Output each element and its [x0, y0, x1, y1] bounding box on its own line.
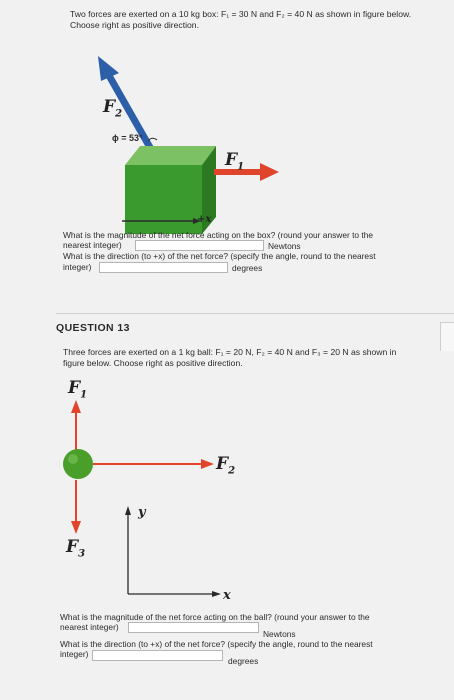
ball-f1-label: $F_1$	[68, 378, 88, 401]
question13-intro-line2: figure below. Choose right as positive direction.	[63, 358, 243, 368]
green-ball	[63, 449, 93, 479]
f1-arrow	[214, 163, 279, 181]
problem1-intro-line1: Two forces are exerted on a 10 kg box: F₁ = 30 N and F₂ = 40 N as shown in figure below.	[70, 9, 412, 19]
f1-label: $F_1$	[225, 150, 245, 173]
question13-magnitude-question-line2: nearest integer)	[60, 622, 119, 632]
question13-direction-question-line1: What is the direction (to +x) of the net force? (specify the angle, round to the nearest	[60, 639, 373, 649]
problem1-magnitude-question-line2: nearest integer)	[63, 240, 122, 250]
problem1-direction-unit: degrees	[232, 263, 263, 273]
problem1-direction-question-line2: integer)	[63, 262, 92, 272]
x-axis-label-2: x	[223, 588, 231, 603]
question13-magnitude-unit: Newtons	[263, 629, 296, 639]
side-tab	[440, 322, 454, 351]
question13-magnitude-question-line1: What is the magnitude of the net force acting on the ball? (round your answer to the	[60, 612, 370, 622]
ball-f1-arrow	[71, 400, 81, 450]
question13-direction-unit: degrees	[228, 656, 259, 666]
f2-label: $F_2$	[103, 97, 123, 120]
angle-label: ϕ = 53°	[112, 133, 143, 143]
question13-intro-line1: Three forces are exerted on a 1 kg ball: F₁ = 20 N, F₂ = 40 N and F₃ = 20 N as shown in	[63, 347, 397, 357]
ball-f3-arrow	[71, 480, 81, 534]
problem1-intro-line2: Choose right as positive direction.	[70, 20, 199, 30]
ball-f3-label: $F_3$	[66, 537, 86, 560]
problem1-magnitude-unit: Newtons	[268, 241, 301, 251]
question13-magnitude-input[interactable]	[128, 622, 259, 633]
problem1-magnitude-question-line1: What is the magnitude of the net force acting on the box? (round your answer to the	[63, 230, 374, 240]
problem1-direction-question-line1: What is the direction (to +x) of the net force? (specify the angle, round to the nearest	[63, 251, 376, 261]
ball-f2-arrow	[92, 459, 214, 469]
question13-direction-question-line2: integer)	[60, 649, 89, 659]
y-axis-label: y	[138, 505, 146, 520]
x-axis-label: +x	[197, 214, 212, 225]
problem1-direction-input[interactable]	[99, 262, 228, 273]
question13-heading: QUESTION 13	[56, 322, 130, 334]
problem1-magnitude-input[interactable]	[135, 240, 264, 251]
section-divider	[56, 313, 454, 314]
ball-force-figure	[0, 370, 454, 610]
ball-f2-label: $F_2$	[216, 454, 236, 477]
question13-direction-input[interactable]	[92, 650, 223, 661]
